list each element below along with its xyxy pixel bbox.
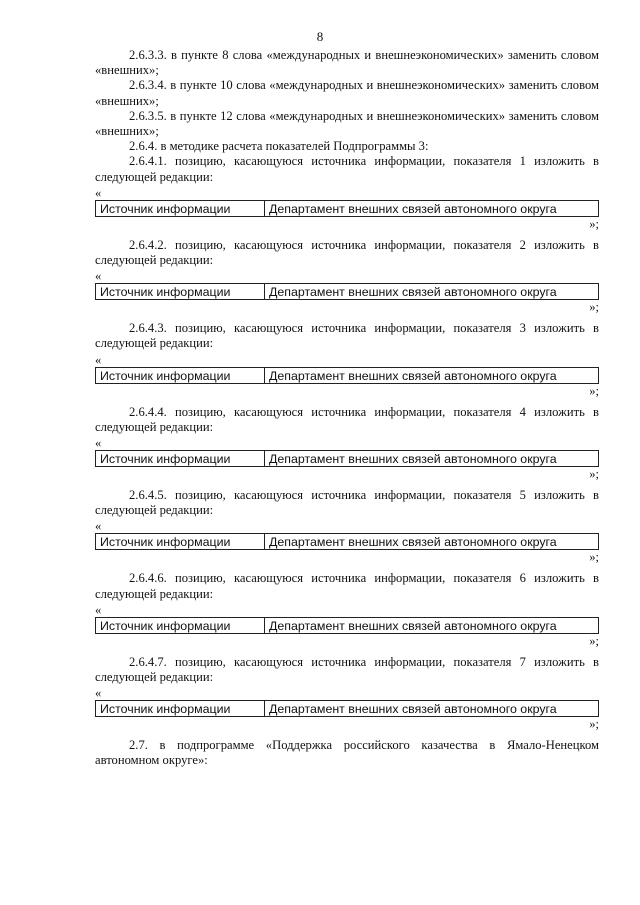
source-info-table — [95, 533, 599, 550]
paragraph: 2.6.4. в методике расчета показателей Подпрограммы 3: — [129, 139, 429, 154]
table-row — [96, 284, 599, 300]
table-row — [96, 534, 599, 550]
replacement-block — [95, 436, 599, 482]
opening-quote: « — [95, 436, 102, 451]
paragraph: 2.6.4.4. позицию, касающуюся источника информации, показателя 4 изложить в следующей редакции: — [95, 404, 599, 434]
closing-quote: »; — [589, 633, 599, 648]
paragraph: 2.6.4.1. позицию, касающуюся источника информации, показателя 1 изложить в следующей редакции: — [95, 154, 599, 184]
paragraph: 2.6.4.2. позицию, касающуюся источника информации, показателя 2 изложить в следующей редакции: — [95, 237, 599, 268]
table-row — [96, 617, 599, 633]
paragraph: 2.6.3.5. в пункте 12 слова «международных и внешнеэкономических» заменить словом «внешних»; — [95, 108, 599, 139]
table-cell-value: Департамент внешних связей автономного округа — [265, 701, 599, 717]
replacement-block — [95, 353, 599, 399]
closing-quote: »; — [589, 383, 599, 398]
replacement-block — [95, 603, 599, 649]
document-body — [95, 48, 599, 769]
table-cell-value: Департамент внешних связей автономного округа — [265, 367, 599, 383]
replacement-block — [95, 686, 599, 732]
table-cell-label: Источник информации — [96, 284, 265, 300]
paragraph: 2.6.3.4. в пункте 10 слова «международных и внешнеэкономических» заменить словом «внешних»; — [95, 78, 599, 108]
closing-quote: »; — [589, 467, 599, 482]
table-cell-label: Источник информации — [96, 200, 265, 216]
table-cell-value: Департамент внешних связей автономного округа — [265, 534, 599, 550]
opening-quote: « — [95, 686, 102, 701]
opening-quote: « — [95, 352, 102, 367]
closing-quote: »; — [589, 300, 599, 315]
paragraph: 2.6.4.3. позицию, касающуюся источника информации, показателя 3 изложить в следующей редакции: — [95, 321, 599, 351]
closing-quote: »; — [589, 717, 599, 732]
table-cell-value: Департамент внешних связей автономного округа — [265, 451, 599, 467]
table-cell-label: Источник информации — [96, 534, 265, 550]
table-cell-value: Департамент внешних связей автономного округа — [265, 617, 599, 633]
opening-quote: « — [95, 269, 102, 284]
replacement-block — [95, 269, 599, 315]
source-info-table — [95, 617, 599, 634]
replacement-block — [95, 186, 599, 232]
paragraph: 2.6.4.5. позицию, касающуюся источника информации, показателя 5 изложить в следующей редакции: — [95, 488, 599, 518]
table-row — [96, 200, 599, 216]
table-cell-label: Источник информации — [96, 617, 265, 633]
table-row — [96, 367, 599, 383]
table-cell-label: Источник информации — [96, 367, 265, 383]
table-cell-label: Источник информации — [96, 701, 265, 717]
opening-quote: « — [95, 602, 102, 617]
source-info-table — [95, 450, 599, 467]
paragraph: 2.6.4.6. позицию, касающуюся источника информации, показателя 6 изложить в следующей редакции: — [95, 571, 599, 601]
table-row — [96, 701, 599, 717]
opening-quote: « — [95, 519, 102, 534]
closing-quote: »; — [589, 216, 599, 231]
replacement-block — [95, 519, 599, 565]
table-cell-value: Департамент внешних связей автономного округа — [265, 284, 599, 300]
paragraph: 2.7. в подпрограмме «Поддержка российского казачества в Ямало-Ненецком автономном округе»: — [95, 738, 599, 768]
source-info-table — [95, 367, 599, 384]
table-cell-label: Источник информации — [96, 451, 265, 467]
closing-quote: »; — [589, 550, 599, 565]
opening-quote: « — [95, 185, 102, 200]
page-number: 8 — [316, 29, 324, 44]
table-row — [96, 451, 599, 467]
table-cell-value: Департамент внешних связей автономного округа — [265, 200, 599, 216]
source-info-table — [95, 200, 599, 217]
source-info-table — [95, 700, 599, 717]
paragraph: 2.6.3.3. в пункте 8 слова «международных и внешнеэкономических» заменить словом «внешних»; — [95, 48, 599, 78]
source-info-table — [95, 283, 599, 300]
paragraph: 2.6.4.7. позицию, касающуюся источника информации, показателя 7 изложить в следующей редакции: — [95, 654, 599, 685]
